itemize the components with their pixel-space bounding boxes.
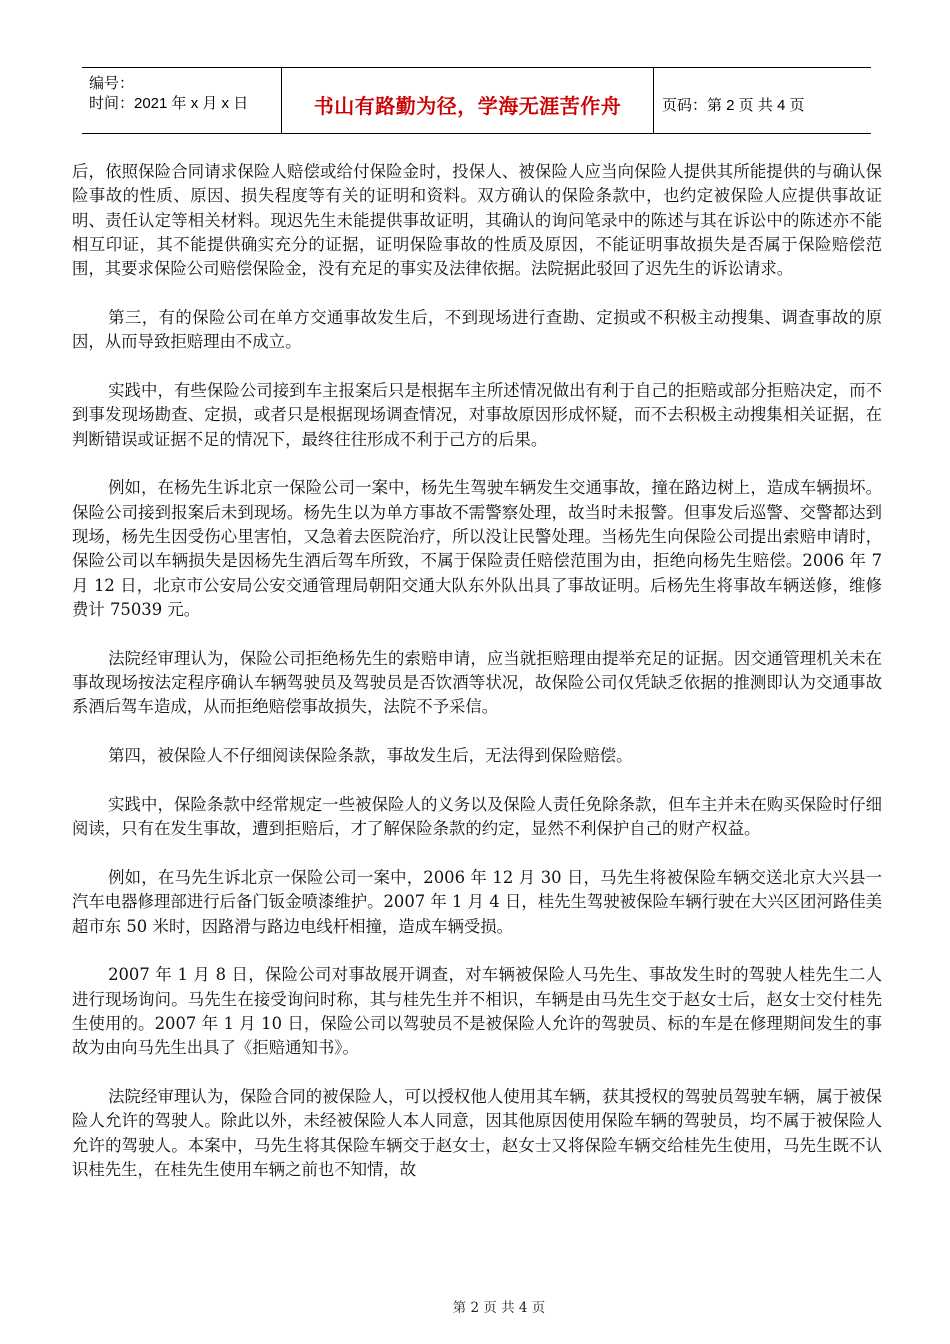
document-body <box>72 160 882 1182</box>
paragraph: 法院经审理认为，保险合同的被保险人，可以授权他人使用其车辆，获其授权的驾驶员驾驶车辆，属于被保险人允许的驾驶人。除此以外，未经被保险人本人同意，因其他原因使用保险车辆的驾驶员，均不属于被保险人允许的驾驶人。本案中，马先生将其保险车辆交于赵女士，赵女士又将保险车辆交给桂先生使用，马先生既不认识桂先生，在桂先生使用车辆之前也不知情，故 <box>72 1087 882 1179</box>
page-footer: 第 2 页 共 4 页 <box>452 1300 546 1316</box>
header-page-number: 页码：第 2 页 共 4 页 <box>662 97 805 114</box>
document-number-label: 编号： <box>89 75 135 92</box>
header-motto-cell <box>282 68 654 133</box>
paragraph: 实践中，有些保险公司接到车主报案后只是根据车主所述情况做出有利于自己的拒赔或部分拒赔决定，而不到事发现场勘查、定损，或者只是根据现场调查情况，对事故原因形成怀疑，而不去积极主动搜集相关证据，在判断错误或证据不足的情况下，最终往往形成不利于己方的后果。 <box>72 381 882 449</box>
paragraph: 例如，在马先生诉北京一保险公司一案中，2006 年 12 月 30 日，马先生将被保险车辆交送北京大兴县一汽车电器修理部进行后备门钣金喷漆维护。2007 年 1 月 4 日，桂先生驾驶被保险车辆行驶在大兴区团河路佳美超市东 50 米时，因路滑与路边电线杆相撞，造成车辆受损。 <box>72 868 882 936</box>
paragraph: 2007 年 1 月 8 日，保险公司对事故展开调查，对车辆被保险人马先生、事故发生时的驾驶人桂先生二人进行现场询问。马先生在接受询问时称，其与桂先生并不相识，车辆是由马先生交于赵女士后，赵女士交付桂先生使用的。2007 年 1 月 10 日，保险公司以驾驶员不是被保险人允许的驾驶员、标的车是在修理期间发生的事故为由向马先生出具了《拒赔通知书》。 <box>72 965 882 1058</box>
paragraph: 后，依照保险合同请求保险人赔偿或给付保险金时，投保人、被保险人应当向保险人提供其所能提供的与确认保险事故的性质、原因、损失程度等有关的证明和资料。双方确认的保险条款中，也约定被保险人应提供事故证明、责任认定等相关材料。现迟先生未能提供事故证明，其确认的询问笔录中的陈述与其在诉讼中的陈述亦不能相互印证，其不能提供确实充分的证据，证明保险事故的性质及原因，不能证明事故损失是否属于保险赔偿范围，其要求保险公司赔偿保险金，没有充足的事实及法律依据。法院据此驳回了迟先生的诉讼请求。 <box>72 162 882 279</box>
page-header <box>82 67 871 134</box>
paragraph: 法院经审理认为，保险公司拒绝杨先生的索赔申请，应当就拒赔理由提举充足的证据。因交通管理机关未在事故现场按法定程序确认车辆驾驶员及驾驶员是否饮酒等状况，故保险公司仅凭缺乏依据的推测即认为交通事故系酒后驾车造成，从而拒绝赔偿事故损失，法院不予采信。 <box>72 648 882 717</box>
header-meta-cell <box>82 68 282 133</box>
paragraph: 第三，有的保险公司在单方交通事故发生后，不到现场进行查勘、定损或不积极主动搜集、调查事故的原因，从而导致拒赔理由不成立。 <box>72 307 882 352</box>
paragraph: 实践中，保险条款中经常规定一些被保险人的义务以及保险人责任免除条款，但车主并未在购买保险时仔细阅读，只有在发生事故，遭到拒赔后，才了解保险条款的约定，显然不利保护自己的财产权益。 <box>72 794 882 839</box>
paragraph: 第四，被保险人不仔细阅读保险条款，事故发生后，无法得到保险赔偿。 <box>108 746 633 766</box>
document-date-label: 时间：2021 年 x 月 x 日 <box>89 95 249 112</box>
header-page-cell <box>654 68 871 133</box>
paragraph: 例如，在杨先生诉北京一保险公司一案中，杨先生驾驶车辆发生交通事故，撞在路边树上，造成车辆损坏。保险公司接到报案后未到现场。杨先生以为单方事故不需警察处理，故当时未报警。但事发后巡警、交警都达到现场，杨先生因受伤心里害怕，又急着去医院治疗，所以没让民警处理。当杨先生向保险公司提出索赔申请时，保险公司以车辆损失是因杨先生酒后驾车所致，不属于保险责任赔偿范围为由，拒绝向杨先生赔偿。2006 年 7 月 12 日，北京市公安局公安交通管理局朝阳交通大队东外队出具了事故证明。后杨先生将事故车辆送修，维修费计 75039 元。 <box>72 478 882 619</box>
header-motto: 书山有路勤为径，学海无涯苦作舟 <box>313 94 622 118</box>
